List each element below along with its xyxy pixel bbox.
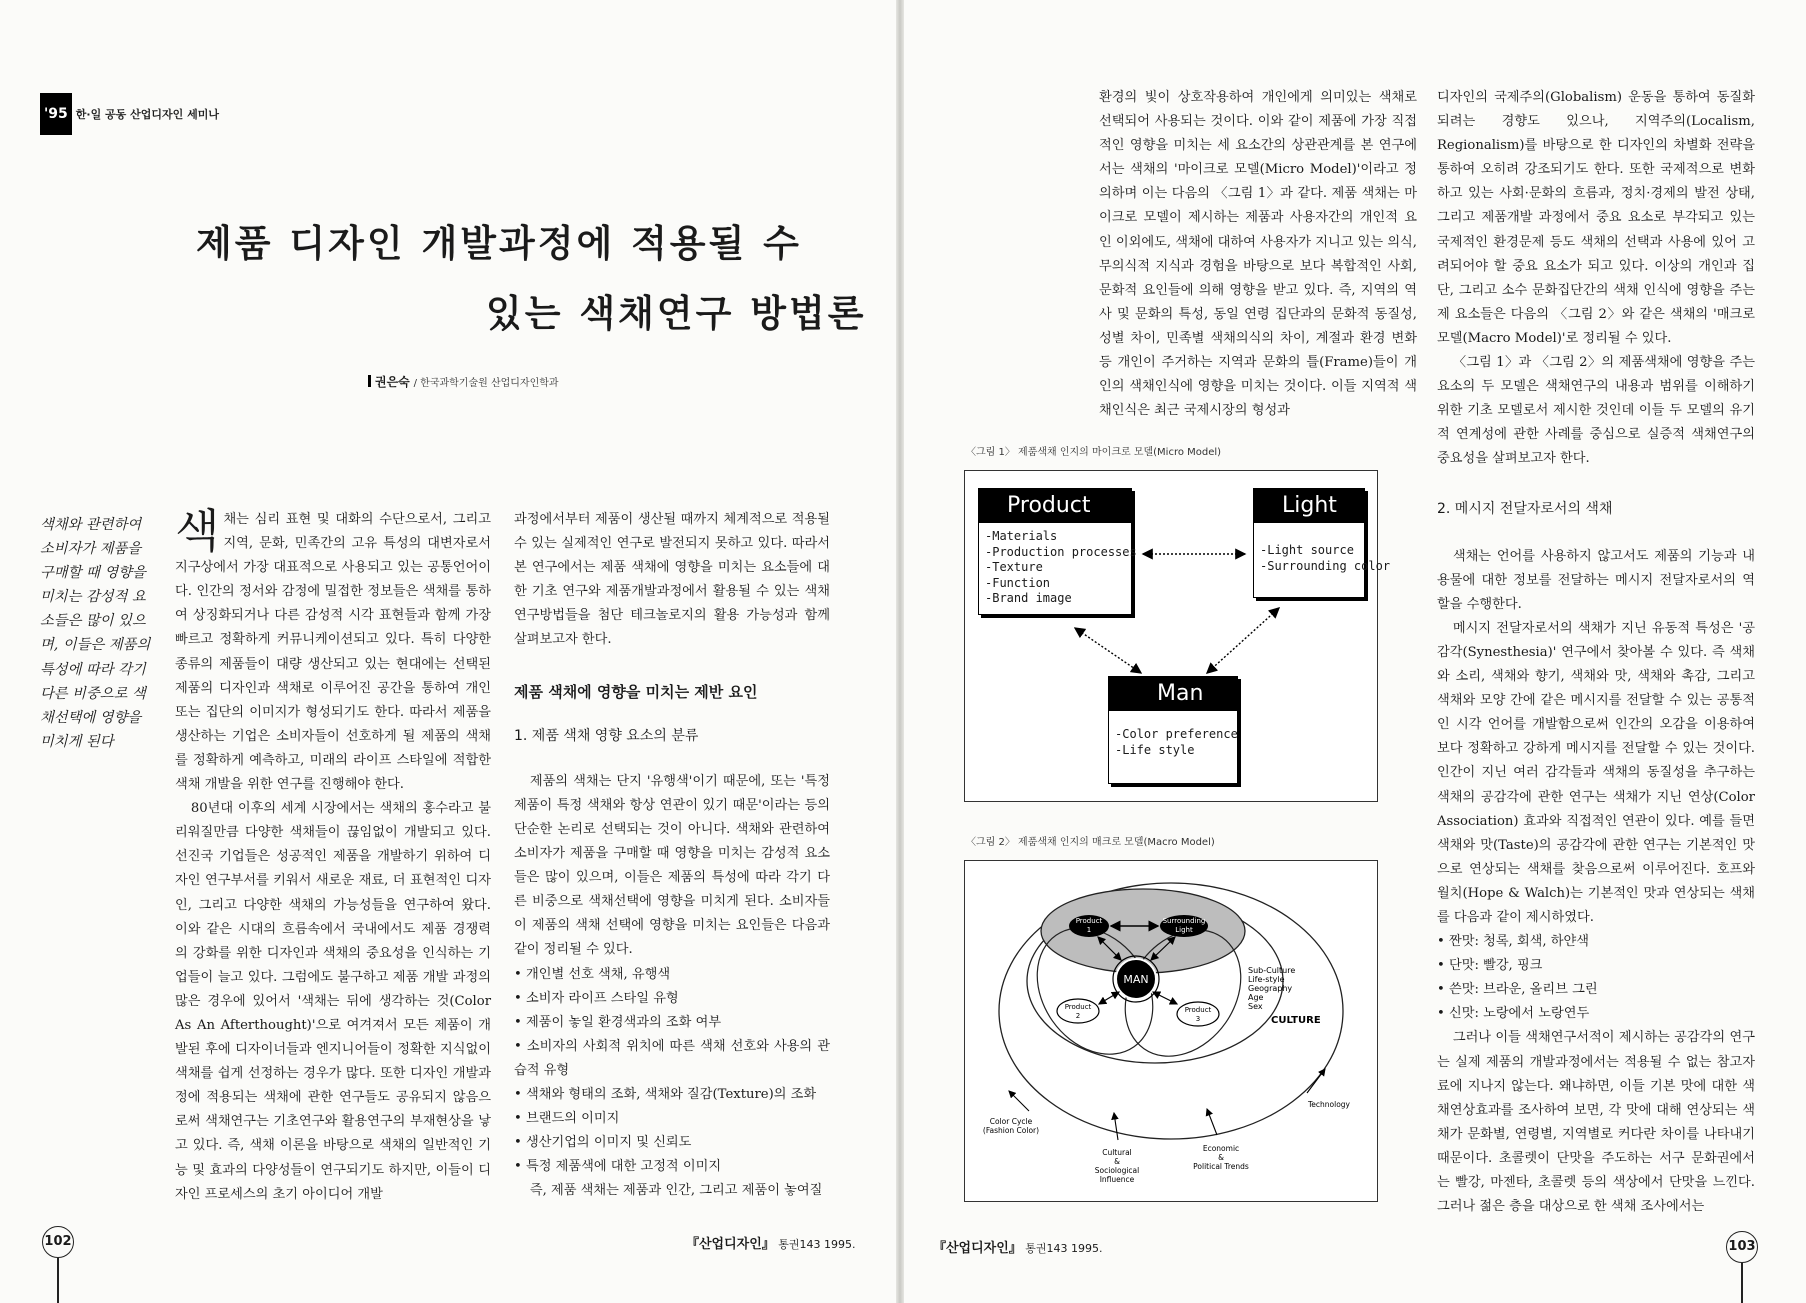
economic-label: Political Trends (1193, 1162, 1249, 1171)
paragraph: 색채는 언어를 사용하지 않고서도 제품의 기능과 내용물에 대한 정보를 전달하는 메시지 전달자로서의 역할을 수행한다. (1437, 548, 1755, 612)
paragraph: 채는 심리 표현 및 대화의 수단으로서, 그리고 지역, 문화, 민족간의 고유 특성의 대변자로서 지구상에서 가장 대표적으로 사용되고 있는 공통언어이다. 인간의 정서와 감정에 밀접한 정보들은 색채를 통하여 상징화되거나 다른 감성적 시각 표현들과 함께 가장 빠르고 정확하게 커뮤니케이션되고 있다. 특히 다양한 종류의 제품들이 대량 생산되고 있는 현대에는 선택된 제품의 디자인과 색채로 이루어진 공간을 통하여 개인 또는 집단의 이미지가 형성되기도 한다. 따라서 제품을 생산하는 기업은 소비자들이 선호하게 될 제품의 색채를 정확하게 예측하고, 미래의 라이프 스타일에 적합한 색채 개발을 위한 연구를 진행해야 한다. (175, 512, 491, 793)
right-column-2 (1437, 86, 1755, 1219)
pull-quote: 색채와 관련하여 소비자가 제품을 구매할 때 영향을 미치는 감성적 요소들은 많이 있으며, 이들은 제품의 특성에 따라 각기 다른 비중으로 색채선택에 영향을 미치게 된다 (40, 517, 151, 750)
product3-label-1: Product (1184, 1006, 1212, 1014)
man-label: MAN (1123, 973, 1149, 986)
figure2-caption: 〈그림 2〉 제품색채 인지의 매크로 모델(Macro Model) (966, 837, 1215, 848)
paragraph: 과정에서부터 제품이 생산될 때까지 체계적으로 적용될 수 있는 실제적인 연구로 발전되지 못하고 있다. 따라서 본 연구에서는 제품 색채에 영향을 미치는 요소들에 대한 기초 연구와 제품개발과정에서 활용될 수 있는 색채연구방법들을 첨단 테크놀로지의 활용 가능성과 함께 살펴보고자 한다. (514, 512, 830, 648)
left-column-1 (175, 504, 491, 1207)
issue-info: 통권143 1995. (778, 1238, 856, 1251)
author-name: 권은숙 (375, 375, 410, 389)
economic-arrow (1207, 1109, 1217, 1135)
figure1-micro-model (964, 470, 1391, 802)
cultural-label: Sociological (1094, 1166, 1140, 1175)
list-item: • 브랜드의 이미지 (514, 1111, 620, 1127)
list-item: -Life style (1115, 742, 1195, 757)
product2-label-2: 2 (1075, 1012, 1081, 1020)
cultural-label: & (1114, 1157, 1120, 1166)
product-man-arrow (1075, 628, 1141, 673)
cultural-label: Influence (1099, 1175, 1135, 1184)
paragraph: 디자인의 국제주의(Globalism) 운동을 통하여 동질화되려는 경향도 있으나, 지역주의(Localism, Regionalism)를 바탕으로 한 디자인의 차별화 전략을 통하여 오히려 강조되기도 한다. 또한 국제적으로 변화하고 있는 사회·문화의 흐름과, 정치·경제의 발전 상태, 그리고 제품개발 과정에서 중요 요소로 부각되고 있는 국제적인 환경문제 등도 색채의 선택과 사용에 있어 고려되어야 할 중요 요소가 되고 있다. 이상의 개인과 집단, 그리고 소수 문화집단간의 색채 인식에 영향을 주는 제 요소들은 다음의 〈그림 2〉와 같은 색채의 '매크로 모델(Macro Model)'로 정리될 수 있다. (1437, 90, 1755, 346)
color-cycle-label: Color Cycle (989, 1117, 1033, 1126)
man-node (1108, 676, 1238, 784)
culture-label: CULTURE (1271, 1015, 1321, 1026)
light-node-title: Light (1254, 489, 1364, 523)
figure1-caption: 〈그림 1〉 제품색채 인지의 마이크로 모델(Micro Model) (966, 447, 1222, 458)
light-node-items (1254, 523, 1391, 580)
paragraph: 그러나 이들 색채연구서적이 제시하는 공감각의 연구는 실제 제품의 개발과정에서는 적용될 수 없는 참고자료에 지나지 않는다. 왜냐하면, 이들 기본 맛에 대한 색채연상효과를 조사하여 보면, 각 맛에 대해 연상되는 색채가 문화별, 연령별, 지역별로 커다란 차이를 나타내기 때문이다. 초콜렛이 단맛을 주도하는 서구 문화권에서는 빨강, 마젠타, 초콜렛 등의 색상에서 단맛을 느낀다. 그러나 젊은 층을 대상으로 한 색채 조사에서는 (1437, 1030, 1755, 1215)
subsection-heading: 2. 메시지 전달자로서의 색채 (1437, 500, 1613, 517)
list-item: • 제품이 놓일 환경색과의 조화 여부 (514, 1014, 722, 1030)
folio-line (57, 1258, 59, 1303)
book-gutter (896, 0, 904, 1303)
footer-source (686, 1233, 856, 1252)
subculture-label: Age (1248, 993, 1264, 1002)
color-cycle-label: (Fashion Color) (982, 1126, 1040, 1135)
economic-label: & (1218, 1153, 1224, 1162)
list-item: • 소비자 라이프 스타일 유형 (514, 990, 679, 1006)
subculture-labels (1248, 966, 1295, 1011)
folio-line (1741, 1263, 1743, 1303)
list-item: • 색채와 형태의 조화, 색채와 질감(Texture)의 조화 (514, 1086, 817, 1102)
list-item: • 짠맛: 청록, 회색, 하얀색 (1437, 934, 1590, 950)
article-title-line2: 있는 색채연구 방법론 (486, 292, 867, 335)
list-item: -Surrounding color (1260, 558, 1391, 573)
list-item: • 특정 제품색에 대한 고정적 이미지 (514, 1159, 722, 1175)
subculture-label: Life-style (1248, 975, 1285, 984)
list-item: • 소비자의 사회적 위치에 따른 색채 선호와 사용의 관습적 유형 (514, 1038, 830, 1078)
magazine-name: 『산업디자인』 (686, 1237, 775, 1252)
product2-label-1: Product (1064, 1003, 1092, 1011)
product1-label-2: 1 (1086, 926, 1092, 934)
list-item: -Function (985, 575, 1051, 590)
product-node (978, 488, 1137, 615)
seminar-year: '95 (40, 93, 72, 135)
surrounding-light-label-1: Surrounding (1162, 917, 1206, 925)
page-number: 103 (1726, 1231, 1758, 1263)
byline-bar (368, 375, 371, 387)
list-item: -Production processes (985, 544, 1137, 559)
list-item: -Materials (985, 529, 1058, 543)
paragraph: 메시지 전달자로서의 색채가 지닌 유동적 특성은 '공감각(Synesthesia)' 연구에서 찾아볼 수 있다. 즉 색채와 소리, 색채와 향기, 색채와 맛, 색채와 촉감, 그리고 색채와 모양 간에 같은 메시지를 전달할 수 있는 공통적인 시각 언어를 개발함으로써 인간의 오감을 이용하여 보다 정확하고 강하게 메시지를 전달할 수 있는 것이다. 인간이 지닌 여러 감각들과 색채의 동질성을 추구하는 색채의 공감각에 관한 연구는 색채가 지닌 연상(Color Association) 효과와 직접적인 연관이 있다. 예를 들면 색채와 맛(Taste)의 공감각에 관한 연구는 기본적인 맛으로 연상되는 색채를 찾음으로써 이루어진다. 호프와 월치(Hope & Walch)는 기본적인 맛과 연상되는 색채를 다음과 같이 제시하였다. (1437, 620, 1755, 925)
subsection-heading: 1. 제품 색채 영향 요소의 분류 (514, 727, 699, 744)
subculture-label: Sub-Culture (1248, 966, 1296, 975)
section-heading: 제품 색채에 영향을 미치는 제반 요인 (514, 682, 758, 701)
light-man-arrow (1207, 608, 1279, 673)
byline (368, 373, 559, 390)
economic-label: Economic (1202, 1144, 1240, 1153)
paragraph: 즉, 제품 색채는 제품과 인간, 그리고 제품이 놓여질 (529, 1183, 823, 1199)
paragraph: 제품의 색채는 단지 '유행색'이기 때문에, 또는 '특정 제품이 특정 색채와 항상 연관이 있기 때문'이라는 등의 단순한 논리로 선택되는 것이 아니다. 색채와 관련하여 소비자가 제품을 구매할 때 영향을 미치는 감성적 요소들은 많이 있으며, 이들은 제품의 특성에 따라 각기 다른 비중으로 색채선택에 영향을 미치게 된다. 소비자들이 제품의 색채 선택에 영향을 미치는 요인들은 다음과 같이 정리될 수 있다. (514, 773, 830, 958)
figure2-diagram (965, 861, 1377, 1201)
author-affiliation: / 한국과학기술원 산업디자인학과 (413, 378, 559, 389)
subculture-label: Sex (1248, 1002, 1263, 1011)
left-column-2 (514, 508, 830, 1203)
list-item: • 신맛: 노랑에서 노랑연두 (1437, 1006, 1590, 1022)
issue-info: 통권143 1995. (1025, 1242, 1103, 1255)
right-column-1 (1099, 86, 1417, 423)
magazine-name: 『산업디자인』 (933, 1241, 1022, 1256)
bullet-list (514, 963, 830, 1180)
bullet-list (1437, 930, 1755, 1026)
product3-label-2: 3 (1195, 1015, 1201, 1023)
product-node-items (979, 523, 1137, 613)
product-node-title: Product (979, 489, 1131, 523)
color-cycle-arrow (1009, 1091, 1029, 1111)
man-product3-arrow (1153, 992, 1177, 1004)
light-node (1253, 488, 1391, 598)
figure2-macro-model (964, 860, 1378, 1202)
list-item: -Light source (1260, 543, 1354, 557)
list-item: • 개인별 선호 색채, 유행색 (514, 966, 671, 982)
drop-cap: 색 (175, 504, 220, 558)
footer-source (933, 1237, 1103, 1256)
product1-label-1: Product (1075, 917, 1103, 925)
technology-label: Technology (1307, 1100, 1351, 1109)
left-page (0, 0, 896, 1303)
list-item: -Brand image (985, 591, 1072, 605)
man-node-items (1109, 711, 1237, 764)
paragraph: 80년대 이후의 세계 시장에서는 색채의 홍수라고 불리워질만큼 다양한 색채들이 끊임없이 개발되고 있다. 선진국 기업들은 성공적인 제품을 개발하기 위하여 디자인 연구부서를 키워서 새로운 재료, 더 표현적인 디자인, 그리고 다양한 색채의 가능성들을 연구하여 왔다. 이와 같은 시대의 흐름속에서 국내에서도 제품 경쟁력의 강화를 위한 디자인과 색채의 중요성을 인식하는 기업들이 늘고 있다. 그럼에도 불구하고 제품 개발 과정의 많은 경우에 있어서 '색채는 뒤에 생각하는 것(Color As An Afterthought)'으로 여겨져서 모든 제품이 개발된 후에 디자이너들과 엔지니어들이 정확한 지식없이 색채를 쉽게 선정하는 경우가 많다. 또한 디자인 개발과정에 적용되는 색채에 관한 연구들도 공유되지 않음으로써 색채연구는 기초연구와 활용연구의 부재현상을 낳고 있다. 즉, 색채 이론을 바탕으로 색채의 일반적인 기능 및 효과의 다양성들이 연구되기도 하지만, 이들이 디자인 프로세스의 초기 아이디어 개발 (175, 801, 491, 1202)
paragraph: 환경의 빛이 상호작용하여 개인에게 의미있는 색채로 선택되어 사용되는 것이다. 이와 같이 제품에 가장 직접적인 영향을 미치는 세 요소간의 상관관계를 본 연구에서는 색채의 '마이크로 모델(Micro Model)'이라고 정의하며 이는 다음의 〈그림 1〉과 같다. 제품 색채는 마이크로 모델이 제시하는 제품과 사용자간의 개인적 요인 이외에도, 색채에 대하여 사용자가 지니고 있는 의식, 무의식적 지식과 경험을 바탕으로 보다 복합적인 사회, 문화적 요인들에 의해 영향을 받고 있다. 즉, 지역의 역사 및 문화의 특성, 동일 연령 집단과의 문화적 동질성, 성별 차이, 민족별 색채의식의 차이, 계절과 환경 변화 등 개인이 주거하는 지역과 문화의 틀(Frame)들이 개인의 색채인식에 영향을 미치는 것이다. 이들 지역적 색채인식은 최근 국제시장의 형성과 (1099, 90, 1417, 419)
page-number: 102 (42, 1226, 74, 1258)
list-item: • 생산기업의 이미지 및 신뢰도 (514, 1135, 692, 1151)
seminar-label: 한·일 공동 산업디자인 세미나 (75, 108, 219, 121)
cultural-arrow (1114, 1113, 1118, 1140)
subculture-label: Geography (1248, 984, 1293, 993)
list-item: • 단맛: 빨강, 핑크 (1437, 958, 1543, 974)
article-title-line1: 제품 디자인 개발과정에 적용될 수 (196, 222, 802, 265)
technology-arrow (1307, 1069, 1325, 1093)
seminar-tag (40, 93, 219, 135)
list-item: • 쓴맛: 브라운, 올리브 그린 (1437, 982, 1598, 998)
surrounding-light-label-2: Light (1175, 926, 1193, 934)
list-item: -Color preference (1115, 727, 1238, 741)
man-product2-arrow (1099, 992, 1119, 1004)
cultural-label: Cultural (1102, 1148, 1132, 1157)
list-item: -Texture (985, 560, 1043, 574)
right-page (904, 0, 1806, 1303)
paragraph: 〈그림 1〉과 〈그림 2〉의 제품색채에 영향을 주는 요소의 두 모델은 색채연구의 내용과 범위를 이해하기 위한 기초 모델로서 제시한 것인데 이들 두 모델의 유기적 연계성에 관한 사례를 중심으로 실증적 색채연구의 중요성을 살펴보고자 한다. (1437, 355, 1755, 467)
man-node-title: Man (1109, 677, 1237, 711)
